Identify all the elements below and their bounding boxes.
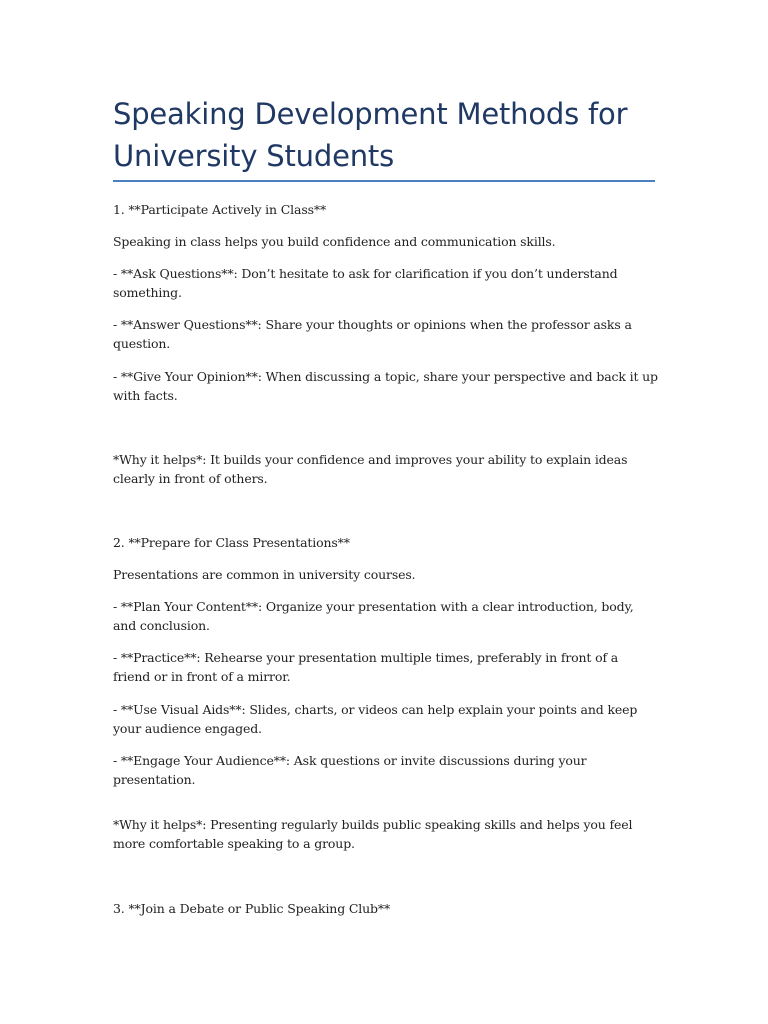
- document-title: Speaking Development Methods for University Students: [113, 97, 628, 173]
- paragraph: Speaking in class helps you build confidence and communication skills.: [113, 234, 556, 249]
- list-item: - **Ask Questions**: Don’t hesitate to ask for clarification if you don’t understand something.: [113, 266, 618, 300]
- list-item: - **Use Visual Aids**: Slides, charts, or videos can help explain your points and keep your audience engaged.: [113, 702, 638, 736]
- list-item: - **Practice**: Rehearse your presentation multiple times, preferably in front of a friend or in front of a mirror.: [113, 650, 619, 684]
- paragraph: Presentations are common in university courses.: [113, 567, 416, 582]
- section-heading: 1. **Participate Actively in Class**: [113, 202, 327, 217]
- list-item: - **Engage Your Audience**: Ask questions or invite discussions during your presentation.: [113, 753, 587, 787]
- list-item: - **Give Your Opinion**: When discussing a topic, share your perspective and back it up with facts.: [113, 369, 658, 403]
- why-it-helps-note: *Why it helps*: It builds your confidence and improves your ability to explain ideas clearly in front of others.: [113, 452, 628, 486]
- list-item: - **Plan Your Content**: Organize your presentation with a clear introduction, body, and conclusion.: [113, 599, 634, 633]
- why-it-helps-note: *Why it helps*: Presenting regularly builds public speaking skills and helps you feel more comfortable speaking to a group.: [113, 817, 633, 851]
- section-heading: 3. **Join a Debate or Public Speaking Club**: [113, 901, 391, 916]
- title-divider: [113, 180, 655, 182]
- list-item: - **Answer Questions**: Share your thoughts or opinions when the professor asks a question.: [113, 317, 632, 351]
- section-heading: 2. **Prepare for Class Presentations**: [113, 535, 350, 550]
